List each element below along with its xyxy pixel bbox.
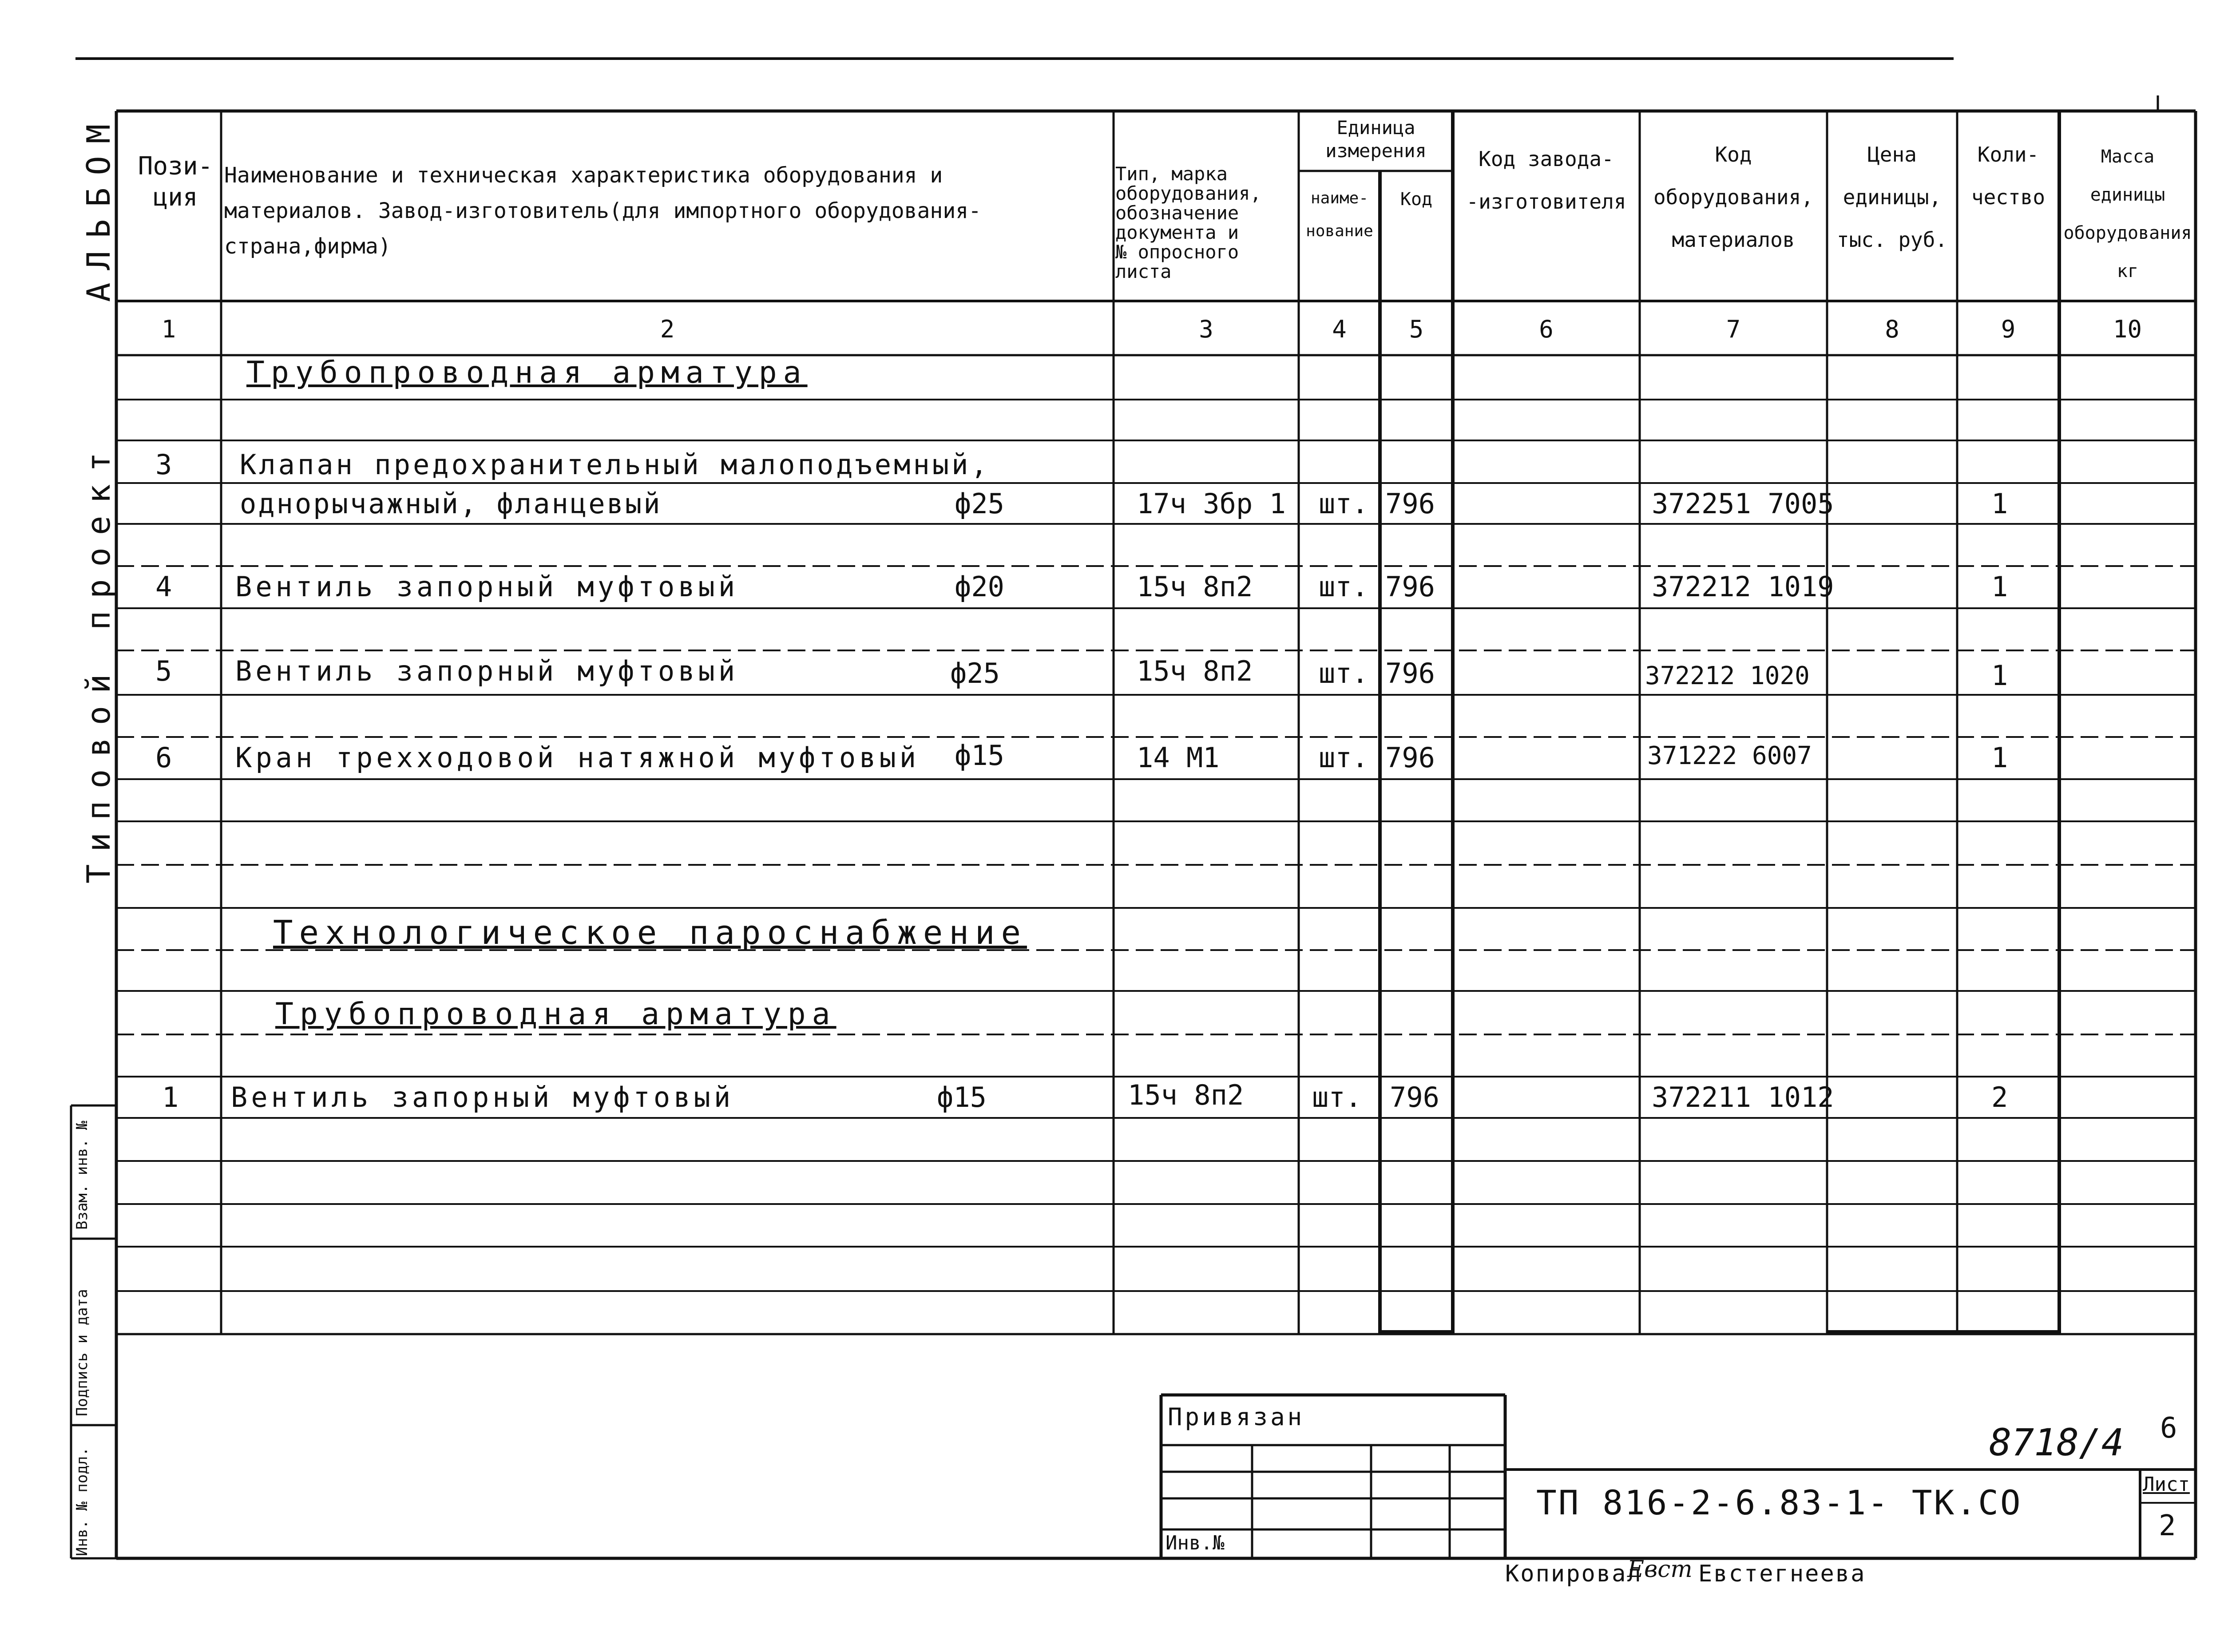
row-position: 6	[155, 741, 172, 774]
header-unit-code: Код	[1400, 189, 1433, 210]
sheet-label: Лист	[2143, 1473, 2190, 1496]
col-number-1: 1	[161, 315, 176, 343]
header-factory-code: Код завода- -изготовителя	[1466, 147, 1626, 214]
copied-by-label: Копировал	[1505, 1561, 1642, 1587]
col-number-4: 4	[1332, 315, 1347, 343]
row-nominal-diameter: ф15	[937, 1081, 987, 1113]
row-type: 14 М1	[1137, 741, 1220, 774]
row-position: 4	[155, 570, 172, 603]
section-title-pipeline-fittings-2: Трубопроводная арматура	[275, 997, 836, 1032]
row-quantity: 1	[1991, 659, 2008, 692]
row-unit: шт.	[1319, 487, 1368, 520]
header-name: Наименование и техническая характеристика оборудования и материалов. Завод-изготовитель(для импортного оборудования-страна,фирма)	[224, 163, 982, 259]
col-number-6: 6	[1539, 315, 1554, 343]
col-number-5: 5	[1409, 315, 1424, 343]
side-stamp-inv-original: Инв. № подл.	[73, 1447, 91, 1556]
row-type: 17ч 3бр 1	[1137, 487, 1286, 520]
archive-sheet-number: 6	[2160, 1412, 2177, 1445]
header-position: Пози- ция	[138, 152, 213, 212]
section-title-steam-supply: Технологическое пароснабжение	[273, 914, 1027, 952]
row-name-line1: Вентиль запорный муфтовый	[235, 570, 739, 603]
header-unit-group: Единица измерения	[1325, 117, 1427, 162]
header-unit-name: наиме- нование	[1306, 189, 1373, 240]
row-position: 3	[155, 448, 172, 481]
row-unit: шт.	[1319, 570, 1368, 603]
row-name-line2: однорычажный, фланцевый	[240, 487, 662, 520]
row-equipment-code: 372251 7005	[1652, 487, 1834, 520]
row-type: 15ч 8п2	[1128, 1079, 1244, 1111]
row-unit-code: 796	[1385, 657, 1435, 689]
row-unit: шт.	[1319, 741, 1368, 774]
header-price: Цена единицы, тыс. руб.	[1836, 143, 1948, 252]
stamp-inventory-number-label: Инв.№	[1166, 1532, 1225, 1554]
col-number-2: 2	[660, 315, 675, 343]
row-nominal-diameter: ф25	[950, 657, 1000, 689]
header-type: Тип, марка оборудования, обозначение документа и № опросного листа	[1115, 163, 1261, 282]
stamp-linked-label: Привязан	[1168, 1403, 1305, 1431]
row-equipment-code: 372212 1020	[1645, 662, 1810, 690]
row-quantity: 1	[1991, 741, 2008, 774]
row-type: 15ч 8п2	[1137, 655, 1253, 687]
row-name-line1: Вентиль запорный муфтовый	[235, 655, 739, 687]
row-quantity: 1	[1991, 487, 2008, 520]
sheet-number: 2	[2159, 1509, 2176, 1542]
row-quantity: 1	[1991, 570, 2008, 603]
row-position: 1	[162, 1081, 179, 1113]
standard-project-label: Типовой проект	[80, 440, 117, 883]
section-title-pipeline-fittings: Трубопроводная арматура	[246, 355, 808, 390]
col-number-7: 7	[1726, 315, 1741, 343]
row-unit-code: 796	[1390, 1081, 1439, 1113]
row-unit: шт.	[1319, 657, 1368, 689]
col-number-9: 9	[2001, 315, 2016, 343]
row-name-line1: Клапан предохранительный малоподъемный,	[240, 448, 990, 481]
row-name-line1: Вентиль запорный муфтовый	[231, 1081, 734, 1113]
header-quantity: Коли- чество	[1971, 143, 2046, 209]
row-nominal-diameter: ф15	[955, 739, 1004, 772]
row-equipment-code: 371222 6007	[1647, 741, 1812, 770]
header-mass: Масса единицы оборудования кг	[2063, 147, 2192, 281]
copier-signature: Евст	[1627, 1556, 1693, 1583]
row-nominal-diameter: ф20	[955, 570, 1004, 603]
row-quantity: 2	[1991, 1081, 2008, 1113]
document-code: ТП 816-2-6.83-1- ТК.СО	[1536, 1483, 2022, 1522]
col-number-3: 3	[1199, 315, 1213, 343]
album-label: АЛЬБОМ	[80, 111, 117, 302]
col-number-10: 10	[2113, 315, 2142, 343]
side-stamp-signature-date: Подпись и дата	[73, 1289, 91, 1416]
copier-name: Евстегнеева	[1698, 1561, 1866, 1587]
row-position: 5	[155, 655, 172, 687]
row-unit-code: 796	[1385, 570, 1435, 603]
row-name-line1: Кран трехходовой натяжной муфтовый	[235, 741, 920, 774]
row-equipment-code: 372211 1012	[1652, 1081, 1834, 1113]
archive-number: 8718/4	[1989, 1421, 2124, 1464]
row-type: 15ч 8п2	[1137, 570, 1253, 603]
row-nominal-diameter: ф25	[955, 487, 1004, 520]
row-equipment-code: 372212 1019	[1652, 570, 1834, 603]
row-unit-code: 796	[1385, 487, 1435, 520]
side-stamp-replaced-inv: Взам. инв. №	[73, 1121, 91, 1230]
row-unit-code: 796	[1385, 741, 1435, 774]
col-number-8: 8	[1885, 315, 1899, 343]
row-unit: шт.	[1312, 1081, 1362, 1113]
header-equipment-code: Код оборудования, материалов	[1653, 143, 1814, 252]
